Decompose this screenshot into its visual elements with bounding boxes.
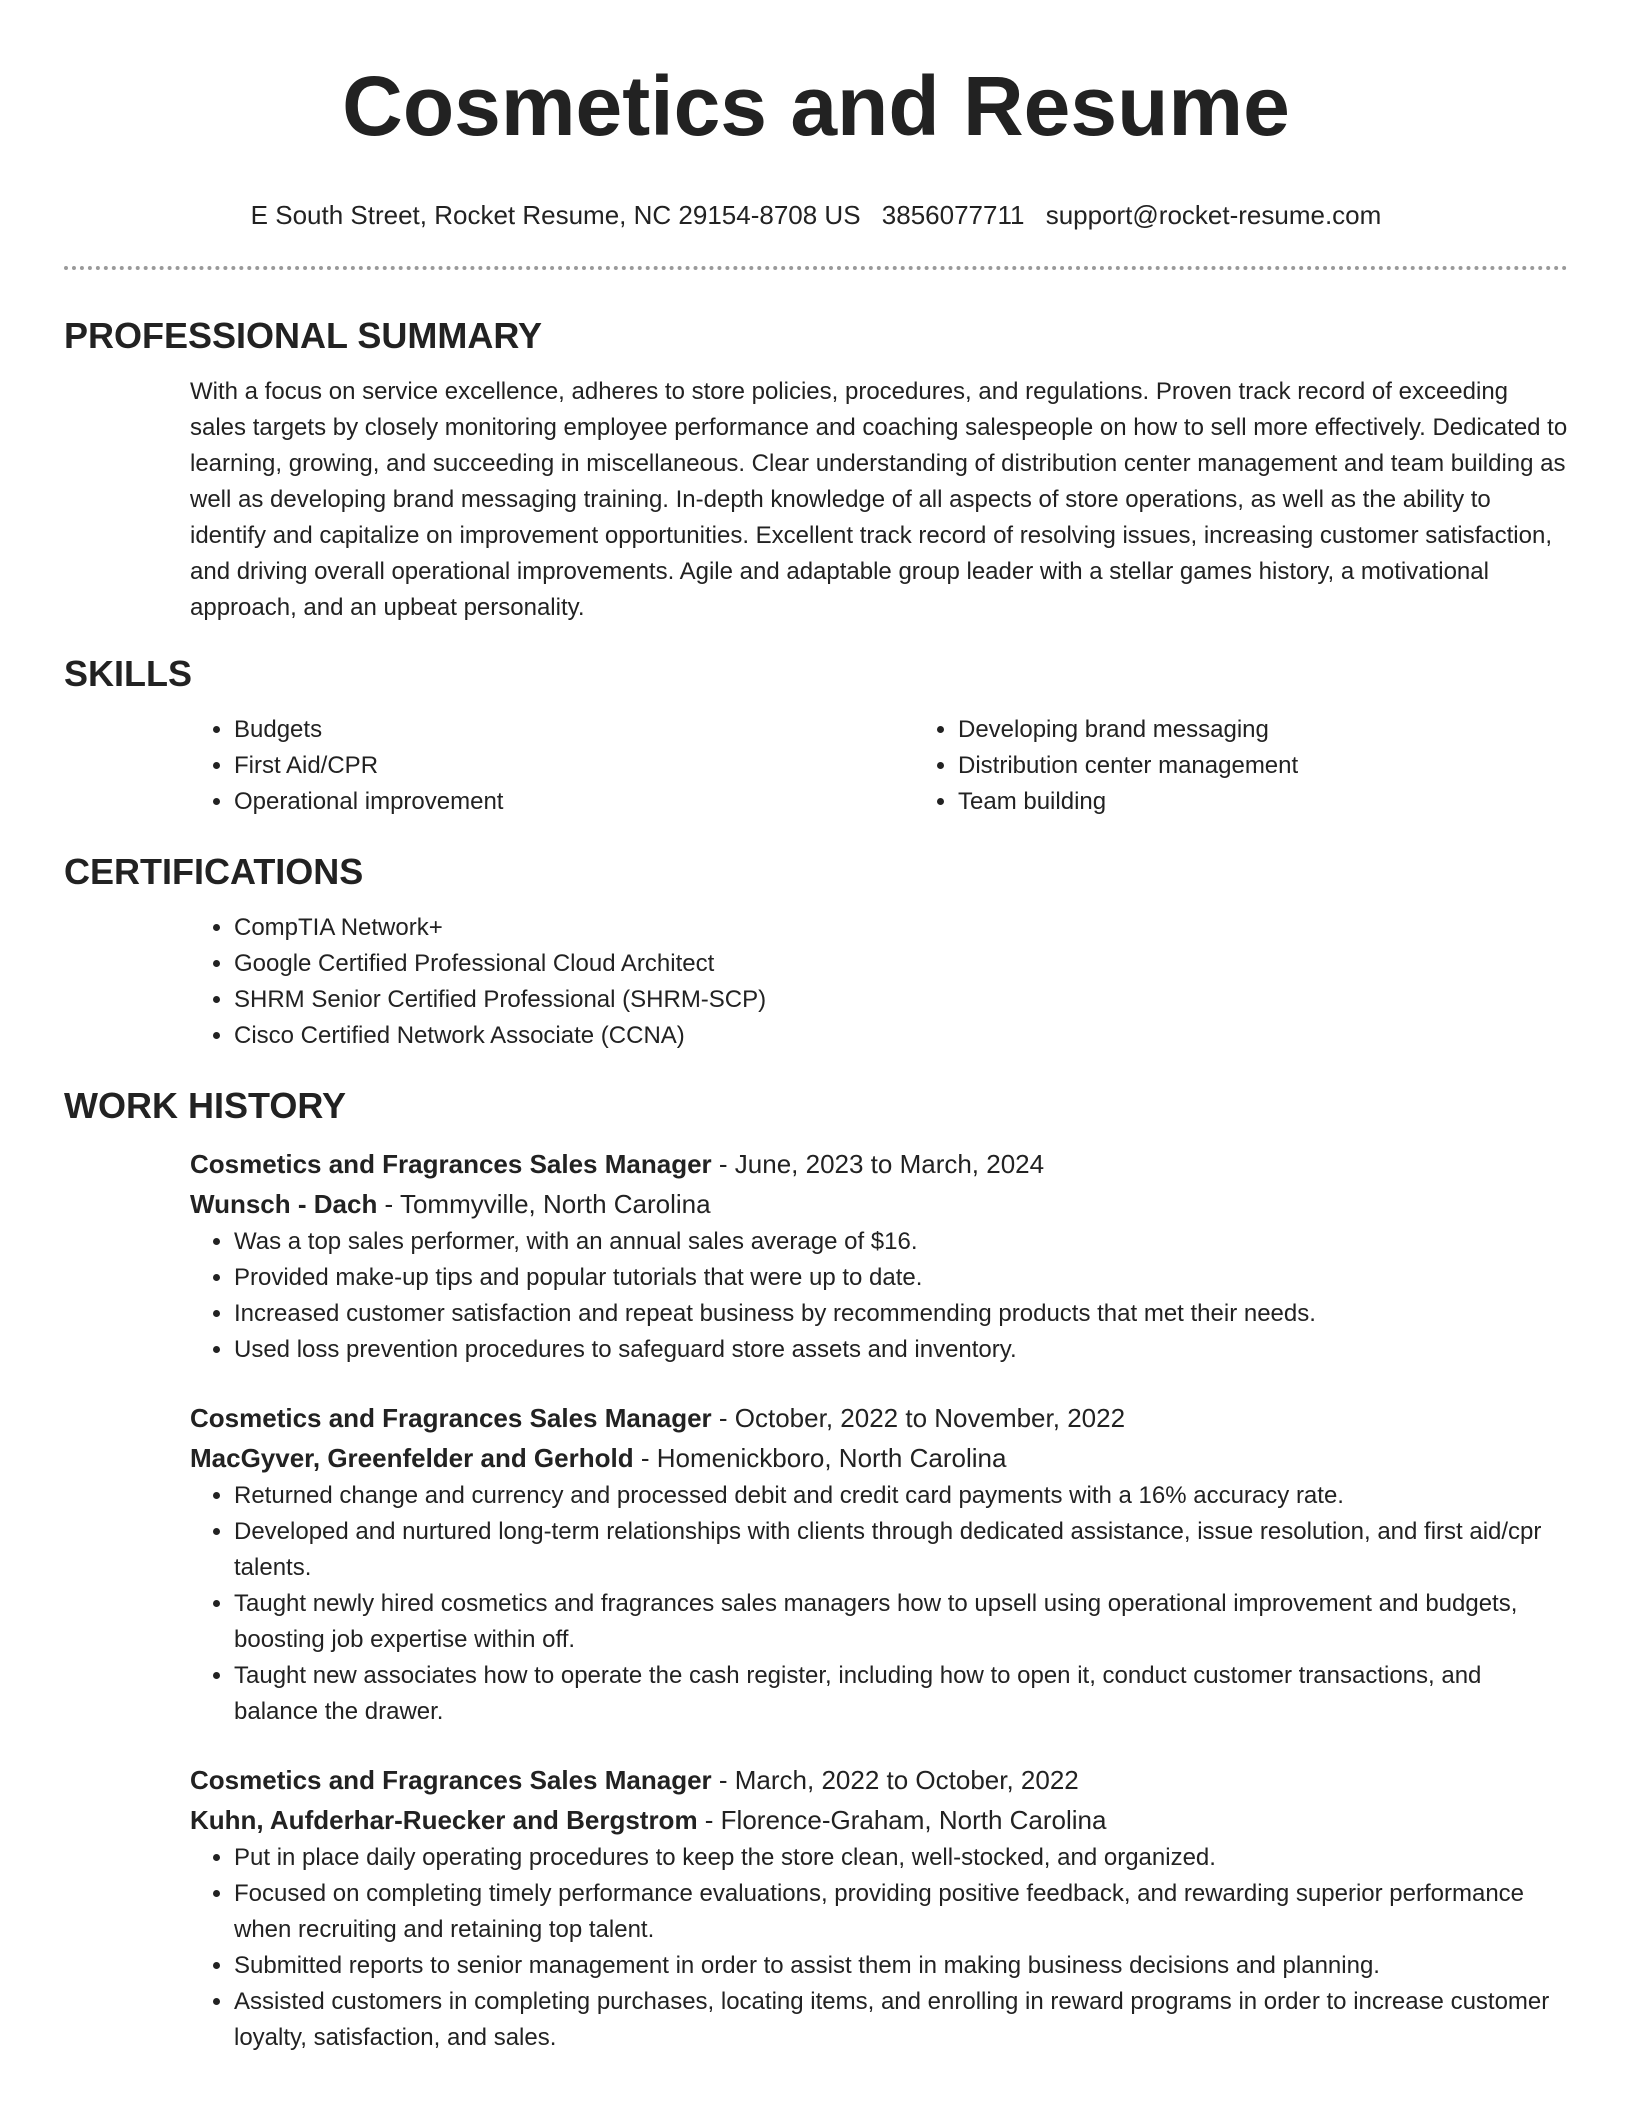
skill-item: • Operational improvement (234, 784, 914, 820)
job-entry (190, 1144, 1568, 1368)
job-company-line (190, 1438, 1568, 1478)
job-bullet: • Taught newly hired cosmetics and fragrances sales managers how to upsell using operational improvement and budgets, boosting job expertise within off. (234, 1586, 1568, 1658)
job-location: - Florence-Graham, North Carolina (697, 1805, 1107, 1835)
summary-text: With a focus on service excellence, adheres to store policies, procedures, and regulations. Proven track record of exceeding sales targets by closely monitoring employee performance and coaching salespeople on how to sell more effectively. Dedicated to learning, growing, and succeeding in miscellaneous. Clear understanding of distribution center management and team building as well as developing brand messaging training. In-depth knowledge of all aspects of store operations, as well as the ability to identify and capitalize on improvement opportunities. Excellent track record of resolving issues, increasing customer satisfaction, and driving overall operational improvements. Agile and adaptable group leader with a stellar games history, a motivational approach, and an upbeat personality. (190, 378, 1568, 621)
skills-right-list (914, 712, 1298, 820)
certifications-section (64, 910, 1568, 1054)
job-bullet: • Increased customer satisfaction and repeat business by recommending products that met their needs. (234, 1296, 1568, 1332)
job-bullet: • Taught new associates how to operate the cash register, including how to open it, conduct customer transactions, and balance the drawer. (234, 1658, 1568, 1730)
job-bullet: • Submitted reports to senior management in order to assist them in making business decisions and planning. (234, 1948, 1568, 1984)
certifications-heading: CERTIFICATIONS (64, 851, 364, 892)
contact-line (64, 198, 1568, 232)
contact-address: E South Street, Rocket Resume, NC 29154-8708 US (250, 200, 861, 230)
job-bullet: • Developed and nurtured long-term relationships with clients through dedicated assistance, issue resolution, and first aid/cpr talents. (234, 1514, 1568, 1586)
certification-item: • Google Certified Professional Cloud Architect (234, 946, 1568, 982)
skills-grid (190, 712, 1568, 820)
skill-item: • Distribution center management (958, 748, 1298, 784)
job-company: Wunsch - Dach (190, 1189, 378, 1219)
job-entry (190, 1398, 1568, 1730)
job-bullets (190, 1840, 1568, 2056)
resume-name: Cosmetics and Resume (342, 59, 1290, 153)
job-company: Kuhn, Aufderhar-Ruecker and Bergstrom (190, 1805, 698, 1835)
job-company-line (190, 1184, 1568, 1224)
skill-item: • Developing brand messaging (958, 712, 1298, 748)
job-role: Cosmetics and Fragrances Sales Manager (190, 1403, 712, 1433)
job-entry (190, 1760, 1568, 2056)
job-bullet: • Provided make-up tips and popular tutorials that were up to date. (234, 1260, 1568, 1296)
skill-item: • First Aid/CPR (234, 748, 914, 784)
job-role: Cosmetics and Fragrances Sales Manager (190, 1149, 712, 1179)
job-bullet: • Was a top sales performer, with an annual sales average of $16. (234, 1224, 1568, 1260)
job-bullets (190, 1224, 1568, 1368)
work-history-section (64, 1144, 1568, 2056)
job-bullet: • Assisted customers in completing purchases, locating items, and enrolling in reward programs in order to increase customer loyalty, satisfaction, and sales. (234, 1984, 1568, 2056)
job-bullet: • Focused on completing timely performance evaluations, providing positive feedback, and rewarding superior performance when recruiting and retaining top talent. (234, 1876, 1568, 1948)
work-history-heading: WORK HISTORY (64, 1085, 347, 1126)
job-bullet: • Used loss prevention procedures to safeguard store assets and inventory. (234, 1332, 1568, 1368)
skills-left-list (190, 712, 914, 820)
skills-section (64, 712, 1568, 820)
header-divider (64, 266, 1568, 270)
job-dates: - March, 2022 to October, 2022 (711, 1765, 1079, 1795)
job-title-line (190, 1398, 1568, 1438)
certifications-list (190, 910, 1568, 1054)
job-location: - Homenickboro, North Carolina (633, 1443, 1007, 1473)
job-company: MacGyver, Greenfelder and Gerhold (190, 1443, 634, 1473)
certification-item: • CompTIA Network+ (234, 910, 1568, 946)
skill-item: • Budgets (234, 712, 914, 748)
job-bullet: • Returned change and currency and processed debit and credit card payments with a 16% accuracy rate. (234, 1478, 1568, 1514)
contact-phone: 3856077711 (881, 200, 1025, 230)
job-bullet: • Put in place daily operating procedures to keep the store clean, well-stocked, and organized. (234, 1840, 1568, 1876)
job-location: - Tommyville, North Carolina (377, 1189, 711, 1219)
summary-heading: PROFESSIONAL SUMMARY (64, 315, 543, 356)
job-dates: - October, 2022 to November, 2022 (711, 1403, 1126, 1433)
skill-item: • Team building (958, 784, 1298, 820)
certification-item: • Cisco Certified Network Associate (CCNA) (234, 1018, 1568, 1054)
job-role: Cosmetics and Fragrances Sales Manager (190, 1765, 712, 1795)
certification-item: • SHRM Senior Certified Professional (SHRM-SCP) (234, 982, 1568, 1018)
job-title-line (190, 1760, 1568, 1800)
job-dates: - June, 2023 to March, 2024 (711, 1149, 1045, 1179)
contact-email: support@rocket-resume.com (1045, 200, 1382, 230)
job-title-line (190, 1144, 1568, 1184)
job-bullets (190, 1478, 1568, 1730)
job-company-line (190, 1800, 1568, 1840)
skills-heading: SKILLS (64, 653, 193, 694)
